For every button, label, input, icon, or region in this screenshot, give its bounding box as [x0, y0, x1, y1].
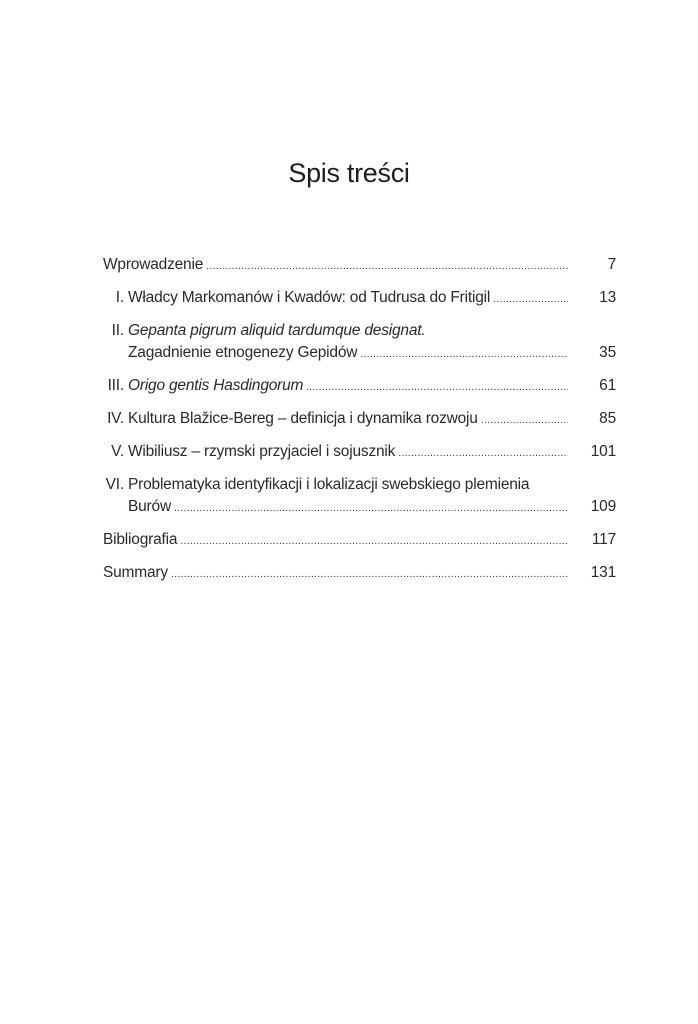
toc-entry-page: 101 [590, 443, 616, 460]
toc-entry-bibliography[interactable] [103, 529, 616, 551]
toc-entry-page: 61 [599, 377, 616, 394]
toc-entry-title: Summary ..... [103, 562, 568, 586]
page-title: Spis treści [288, 158, 410, 188]
toc-entry-page: 13 [599, 289, 616, 306]
toc-entry-title: Wibiliusz – rzymski przyjaciel i sojusznik ..... [128, 441, 568, 465]
toc-entry-page: 117 [591, 531, 616, 548]
toc-entry-title-continued: Burów ..... [128, 496, 568, 520]
toc-entry-number: I. [115, 289, 124, 306]
toc-entry-page: 85 [599, 410, 616, 427]
toc-entry-title: Origo gentis Hasdingorum ..... [128, 375, 568, 399]
toc-entry-page: 131 [590, 564, 616, 581]
toc-entry-summary[interactable] [103, 562, 616, 584]
toc-entry-title-continued: Zagadnienie etnogenezy Gepidów ..... [128, 342, 568, 366]
toc-entry-title: Władcy Markomanów i Kwadów: od Tudrusa do Fritigil ..... [128, 287, 568, 311]
toc-entry-title: Bibliografia ..... [103, 529, 568, 553]
toc-entry-chapter-4[interactable] [103, 408, 616, 430]
toc-entry-page: 109 [590, 498, 616, 515]
toc-entry-introduction[interactable] [103, 254, 616, 276]
toc-entry-number: VI. [105, 476, 124, 493]
toc-entry-title: Kultura Blažice-Bereg – definicja i dynamika rozwoju ..... [128, 408, 568, 432]
toc-entry-page: 7 [607, 256, 616, 273]
toc-entry-title: Gepanta pigrum aliquid tardumque designat. [128, 322, 426, 339]
toc-entry-number: IV. [107, 410, 124, 427]
toc-entry-chapter-3[interactable] [103, 375, 616, 397]
toc-entry-number: III. [107, 377, 124, 394]
toc-entry-number: II. [111, 322, 124, 339]
toc-entry-chapter-5[interactable] [103, 441, 616, 463]
toc-entry-title: Problematyka identyfikacji i lokalizacji swebskiego plemienia [128, 476, 530, 493]
toc-entry-chapter-1[interactable] [103, 287, 616, 309]
toc-entry-chapter-2[interactable] [103, 320, 616, 364]
toc-entry-title: Wprowadzenie ..... [103, 254, 568, 278]
toc-entry-chapter-6[interactable] [103, 474, 616, 518]
table-of-contents [103, 254, 616, 584]
toc-entry-page: 35 [599, 344, 616, 361]
toc-entry-number: V. [111, 443, 124, 460]
